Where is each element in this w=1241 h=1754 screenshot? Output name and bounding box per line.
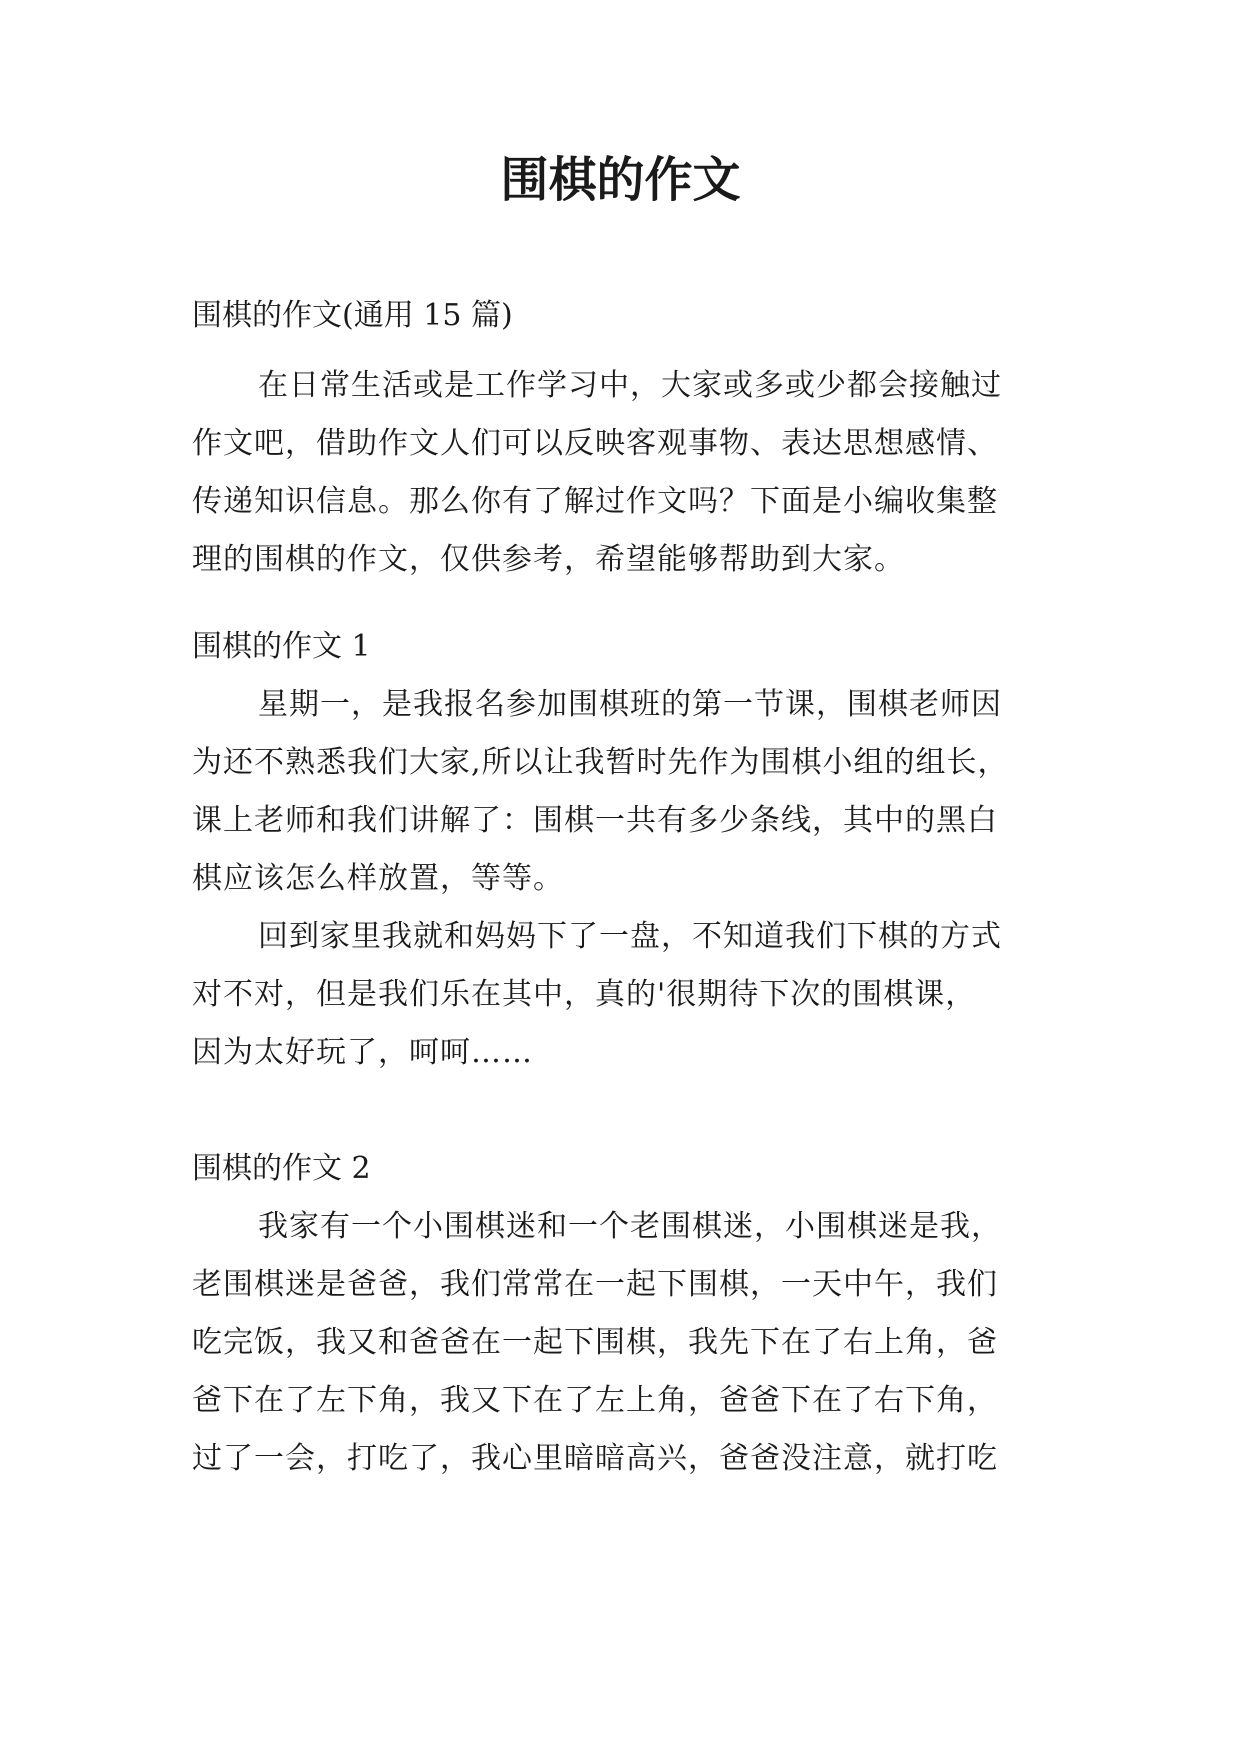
essay2-line: 吃完饭，我又和爸爸在一起下围棋，我先下在了右上角，爸: [192, 1325, 998, 1360]
essay2-heading: 围棋的作文 2: [192, 1151, 371, 1186]
essay1-heading: 围棋的作文 1: [192, 629, 371, 664]
essay1-paragraph1: [192, 676, 1062, 908]
intro-line: 作文吧，借助作文人们可以反映客观事物、表达思想感情、: [192, 426, 998, 461]
essay1-line: 因为太好玩了，呵呵……: [192, 1035, 533, 1070]
document-title: 围棋的作文: [500, 152, 741, 208]
essay2-line: 爸下在了左下角，我又下在了左上角，爸爸下在了右下角，: [192, 1383, 998, 1418]
intro-line: 在日常生活或是工作学习中，大家或多或少都会接触过: [258, 368, 1002, 403]
essay1-line: 回到家里我就和妈妈下了一盘，不知道我们下棋的方式: [258, 919, 1002, 954]
essay1-line: 为还不熟悉我们大家,所以让我暂时先作为围棋小组的组长，: [192, 745, 1009, 780]
essay1-line: 星期一，是我报名参加围棋班的第一节课，围棋老师因: [258, 687, 1002, 722]
intro-line: 传递知识信息。那么你有了解过作文吗？下面是小编收集整: [192, 484, 998, 519]
essay1-paragraph2: [192, 908, 1062, 1082]
essay2-paragraph1: [192, 1198, 1062, 1488]
essay1-line: 对不对，但是我们乐在其中，真的'很期待下次的围棋课，: [192, 977, 977, 1012]
intro-paragraph: [192, 357, 1062, 589]
essay2-line: 过了一会，打吃了，我心里暗暗高兴，爸爸没注意，就打吃: [192, 1441, 998, 1476]
document-subtitle: 围棋的作文(通用 15 篇): [192, 298, 513, 333]
essay1-line: 棋应该怎么样放置，等等。: [192, 861, 564, 896]
essay2-line: 我家有一个小围棋迷和一个老围棋迷，小围棋迷是我，: [258, 1209, 1002, 1244]
intro-line: 理的围棋的作文，仅供参考，希望能够帮助到大家。: [192, 542, 905, 577]
essay2-line: 老围棋迷是爸爸，我们常常在一起下围棋，一天中午，我们: [192, 1267, 998, 1302]
essay1-line: 课上老师和我们讲解了：围棋一共有多少条线，其中的黑白: [192, 803, 998, 838]
